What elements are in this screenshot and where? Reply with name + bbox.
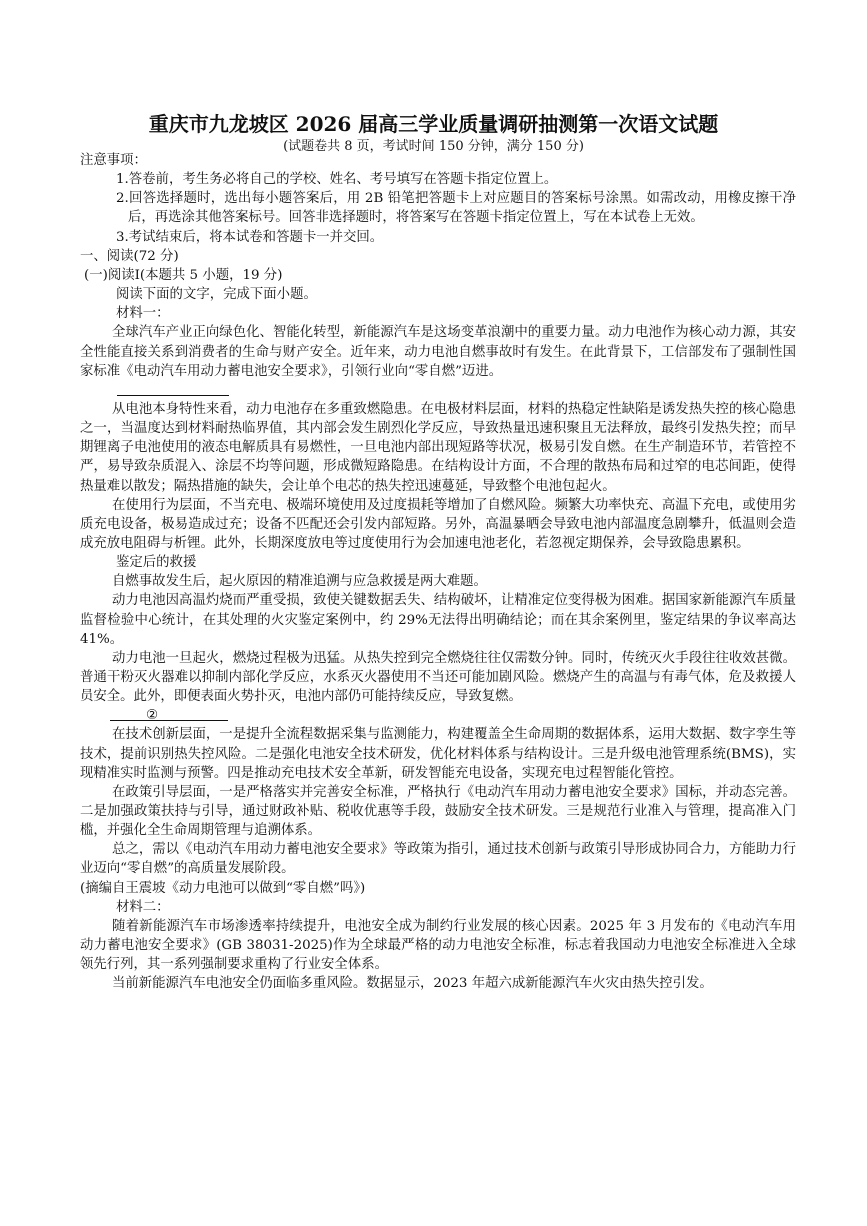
notice-item-3: 3.考试结束后，将本试卷和答题卡一并交回。 bbox=[116, 229, 384, 245]
blank-heading-1 bbox=[80, 381, 796, 400]
material-1-paragraph-9: 总之，需以《电动汽车用动力蓄电池安全要求》等政策为指引，通过技术创新与政策引导形成协同合力，方能助力行业迈向“零自燃”的高质量发展阶段。 bbox=[80, 842, 796, 877]
blank-underline-1 bbox=[117, 395, 229, 396]
document-body bbox=[80, 151, 796, 994]
material-1-label: 材料一： bbox=[116, 306, 170, 322]
material-1-paragraph-5: 动力电池因高温灼烧而严重受损，致使关键数据丢失、结构破坏，让精准定位变得极为困难。据国家新能源汽车质量监督检验中心统计，在其处理的火灾鉴定案例中，约 29%无法得出明确结论；而在其余案例里，鉴定结果的争议率高达 41%。 bbox=[80, 593, 796, 647]
material-1-subheading: 鉴定后的救援 bbox=[116, 555, 197, 571]
material-1-paragraph-4: 自燃事故发生后，起火原因的精准追溯与应急救援是两大难题。 bbox=[112, 574, 487, 590]
material-1-source: (摘编自王震坡《动力电池可以做到“零自燃”吗》) bbox=[80, 880, 366, 896]
material-1-paragraph-6: 动力电池一旦起火，燃烧过程极为迅猛。从热失控到完全燃烧往往仅需数分钟。同时，传统灭火手段往往收效甚微。普通干粉灭火器难以抑制内部化学反应，水系灭火器使用不当还可能加剧风险。燃烧产生的高温与有毒气体，危及救援人员安全。此外，即便表面火势扑灭，电池内部仍可能持续反应，导致复燃。 bbox=[80, 650, 796, 705]
instruction: 阅读下面的文字，完成下面小题。 bbox=[116, 287, 317, 303]
page-subtitle: (试题卷共 8 页，考试时间 150 分钟，满分 150 分) bbox=[283, 139, 584, 154]
material-1-paragraph-2: 从电池本身特性来看，动力电池存在多重致燃隐患。在电极材料层面，材料的热稳定性缺陷是诱发热失控的核心隐患之一，当温度达到材料耐热临界值，其内部会发生剧烈化学反应，导致热量迅速积聚且无法释放，最终引发热失控；而早期锂离子电池使用的液态电解质具有易燃性，一旦电池内部出现短路等状况，极易引发自燃。在生产制造环节，若管控不严，易导致杂质混入、涂层不均等问题，形成微短路隐患。在结构设计方面，不合理的散热布局和过窄的电芯间距，使得热量难以散发；隔热措施的缺失，会让单个电芯的热失控迅速蔓延，导致整个电池包起火。 bbox=[80, 401, 796, 494]
material-2-label: 材料二： bbox=[116, 899, 170, 915]
material-1-paragraph-7: 在技术创新层面，一是提升全流程数据采集与监测能力，构建覆盖全生命周期的数据体系，运用大数据、数字孪生等技术，提前识别热失控风险。二是强化电池安全技术研发，优化材料体系与结构设计。三是升级电池管理系统(BMS)，实现精准实时监测与预警。四是推动充电技术安全革新，研发智能充电设备，实现充电过程智能化管控。 bbox=[80, 727, 796, 781]
material-1-paragraph-3: 在使用行为层面，不当充电、极端环境使用及过度损耗等增加了自燃风险。频繁大功率快充、高温下充电，或使用劣质充电设备，极易造成过充；设备不匹配还会引发内部短路。另外，高温暴晒会导致电池内部温度急剧攀升，低温则会造成充放电阻碍与析锂。此外，长期深度放电等过度使用行为会加速电池老化，若忽视定期保养，会导致隐患累积。 bbox=[80, 497, 796, 551]
notice-item-1: 1.答卷前，考生务必将自己的学校、姓名、考号填写在答题卡指定位置上。 bbox=[116, 172, 558, 188]
material-1-paragraph-8: 在政策引导层面，一是严格落实并完善安全标准，严格执行《电动汽车用动力蓄电池安全要求》国标，并动态完善。二是加强政策扶持与引导，通过财政补贴、税收优惠等手段，鼓励安全技术研发。三是规范行业准入与管理，提高准入门槛，并强化全生命周期管理与追溯体系。 bbox=[80, 784, 796, 839]
material-2-paragraph-2: 当前新能源汽车电池安全仍面临多重风险。数据显示，2023 年超六成新能源汽车火灾由热失控引发。 bbox=[112, 976, 713, 992]
section-heading: 一、阅读(72 分) bbox=[80, 248, 179, 264]
part-heading: (一)阅读Ⅰ(本题共 5 小题，19 分) bbox=[84, 267, 283, 283]
material-2-paragraph-1: 随着新能源汽车市场渗透率持续提升，电池安全成为制约行业发展的核心因素。2025 年 3 月发布的《电动汽车用动力蓄电池安全要求》(GB 38031-2025)作为全球最严格的动力电池安全标准，标志着我国动力电池安全标准进入全球领先行列，其一系列强制要求重构了行业安全体系。 bbox=[80, 918, 796, 973]
material-1-paragraph-1: 全球汽车产业正向绿色化、智能化转型，新能源汽车是这场变革浪潮中的重要力量。动力电池作为核心动力源，其安全性能直接关系到消费者的生命与财产安全。近年来，动力电池自燃事故时有发生。在此背景下，工信部发布了强制性国家标准《电动汽车用动力蓄电池安全要求》，引领行业向“零自燃”迈进。 bbox=[80, 325, 796, 379]
blank-number-mark: ② bbox=[146, 708, 159, 724]
blank-underline-2 bbox=[110, 720, 228, 721]
page-title: 重庆市九龙坡区 2026 届高三学业质量调研抽测第一次语文试题 bbox=[148, 112, 719, 136]
notice-heading: 注意事项： bbox=[80, 153, 147, 168]
blank-heading-2 bbox=[80, 706, 796, 725]
notice-item-2: 2.回答选择题时，选出每小题答案后，用 2B 铅笔把答题卡上对应题目的答案标号涂黑。如需改动，用橡皮擦干净后，再选涂其他答案标号。回答非选择题时，将答案写在答题卡指定位置上，写在本试卷上无效。 bbox=[116, 191, 796, 226]
